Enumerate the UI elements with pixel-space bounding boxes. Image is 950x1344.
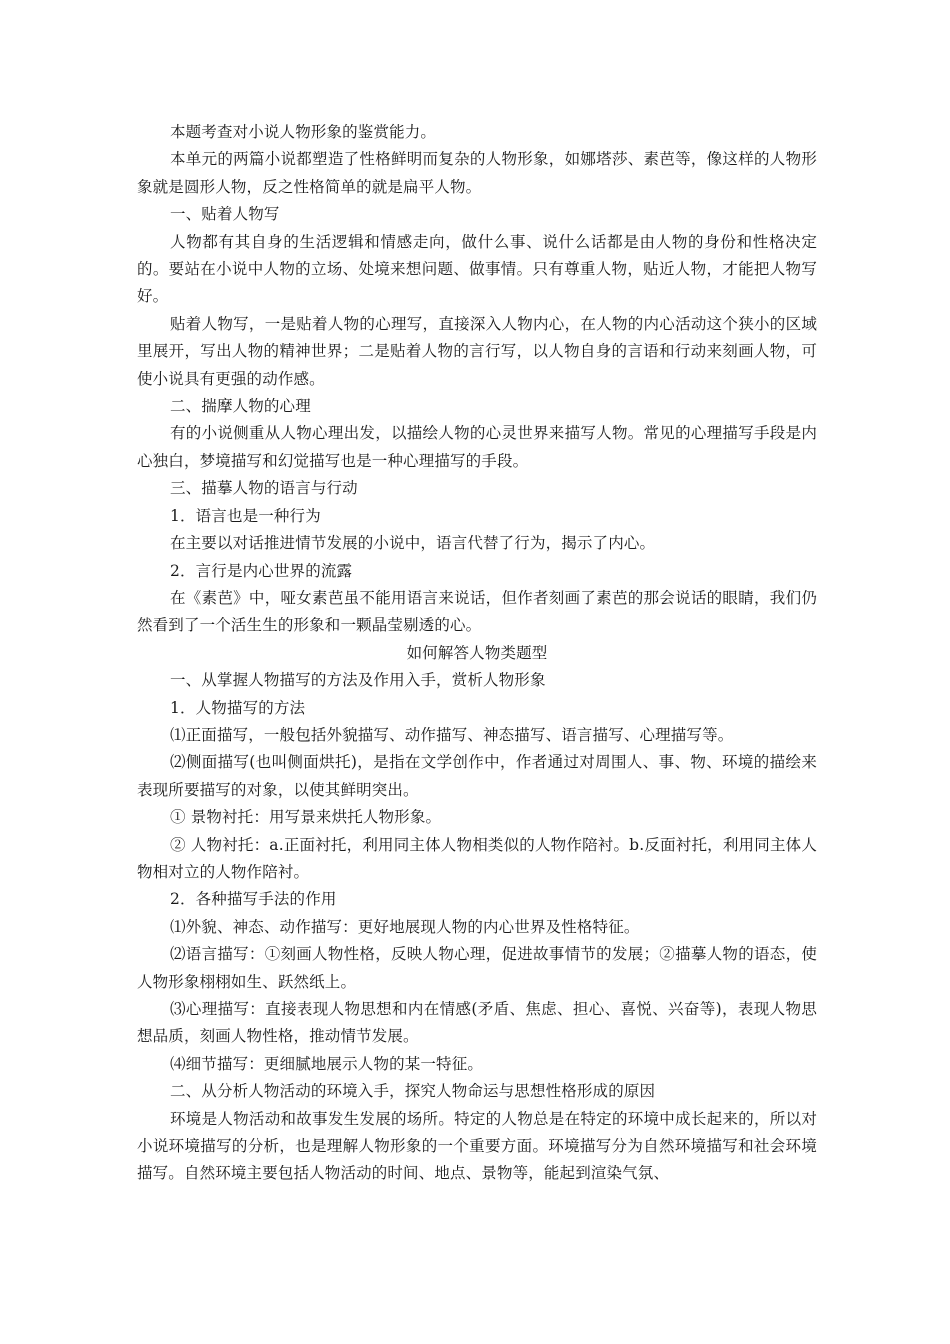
subsection-heading: 2．各种描写手法的作用 xyxy=(170,890,337,909)
document-page xyxy=(137,119,817,1188)
subsection-heading: 2．言行是内心世界的流露 xyxy=(170,561,353,580)
document-subtitle: 如何解答人物类题型 xyxy=(406,643,548,662)
section-heading: 一、贴着人物写 xyxy=(170,205,280,224)
list-item: ⑶心理描写：直接表现人物思想和内在情感(矛盾、焦虑、担心、喜悦、兴奋等)，表现人物思想品质，刻画人物性格，推动情节发展。 xyxy=(137,1000,817,1046)
paragraph: 本单元的两篇小说都塑造了性格鲜明而复杂的人物形象，如娜塔莎、素芭等，像这样的人物形象就是圆形人物，反之性格简单的就是扁平人物。 xyxy=(137,150,817,196)
paragraph: 环境是人物活动和故事发生发展的场所。特定的人物总是在特定的环境中成长起来的，所以对小说环境描写的分析，也是理解人物形象的一个重要方面。环境描写分为自然环境描写和社会环境描写。自然环境主要包括人物活动的时间、地点、景物等，能起到渲染气氛、 xyxy=(137,1109,817,1183)
list-item: ⑵语言描写：①刻画人物性格，反映人物心理，促进故事情节的发展；②描摹人物的语态，使人物形象栩栩如生、跃然纸上。 xyxy=(137,945,817,991)
paragraph: 在主要以对话推进情节发展的小说中，语言代替了行为，揭示了内心。 xyxy=(170,534,656,553)
subsection-heading: 1．人物描写的方法 xyxy=(170,698,306,717)
paragraph: 贴着人物写，一是贴着人物的心理写，直接深入人物内心，在人物的内心活动这个狭小的区域里展开，写出人物的精神世界；二是贴着人物的言行写，以人物自身的言语和行动来刻画人物，可使小说具有更强的动作感。 xyxy=(137,314,817,388)
paragraph: 人物都有其自身的生活逻辑和情感走向，做什么事、说什么话都是由人物的身份和性格决定的。要站在小说中人物的立场、处境来想问题、做事情。只有尊重人物，贴近人物，才能把人物写好。 xyxy=(137,232,817,306)
list-item: ⑴外貌、神态、动作描写：更好地展现人物的内心世界及性格特征。 xyxy=(170,917,640,936)
paragraph: 本题考查对小说人物形象的鉴赏能力。 xyxy=(170,123,437,141)
paragraph: 有的小说侧重从人物心理出发，以描绘人物的心灵世界来描写人物。常见的心理描写手段是内心独白，梦境描写和幻觉描写也是一种心理描写的手段。 xyxy=(137,424,817,470)
list-item: ⑷细节描写：更细腻地展示人物的某一特征。 xyxy=(170,1054,484,1073)
list-item: ⑴正面描写，一般包括外貌描写、动作描写、神态描写、语言描写、心理描写等。 xyxy=(170,725,734,744)
list-item: ① 景物衬托：用写景来烘托人物形象。 xyxy=(170,808,442,827)
list-item: ② 人物衬托：a.正面衬托，利用同主体人物相类似的人物作陪衬。b.反面衬托，利用同主体人物相对立的人物作陪衬。 xyxy=(137,835,817,881)
section-heading: 二、揣摩人物的心理 xyxy=(170,397,311,416)
section-heading: 二、从分析人物活动的环境入手，探究人物命运与思想性格形成的原因 xyxy=(170,1082,656,1101)
section-heading: 三、描摹人物的语言与行动 xyxy=(170,479,358,498)
section-heading: 一、从掌握人物描写的方法及作用入手，赏析人物形象 xyxy=(170,671,546,690)
paragraph: 在《素芭》中，哑女素芭虽不能用语言来说话，但作者刻画了素芭的那会说话的眼睛，我们仍然看到了一个活生生的形象和一颗晶莹剔透的心。 xyxy=(137,588,817,635)
subsection-heading: 1．语言也是一种行为 xyxy=(170,506,321,525)
list-item: ⑵侧面描写(也叫侧面烘托)，是指在文学创作中，作者通过对周围人、事、物、环境的描绘来表现所要描写的对象，以使其鲜明突出。 xyxy=(137,753,817,799)
